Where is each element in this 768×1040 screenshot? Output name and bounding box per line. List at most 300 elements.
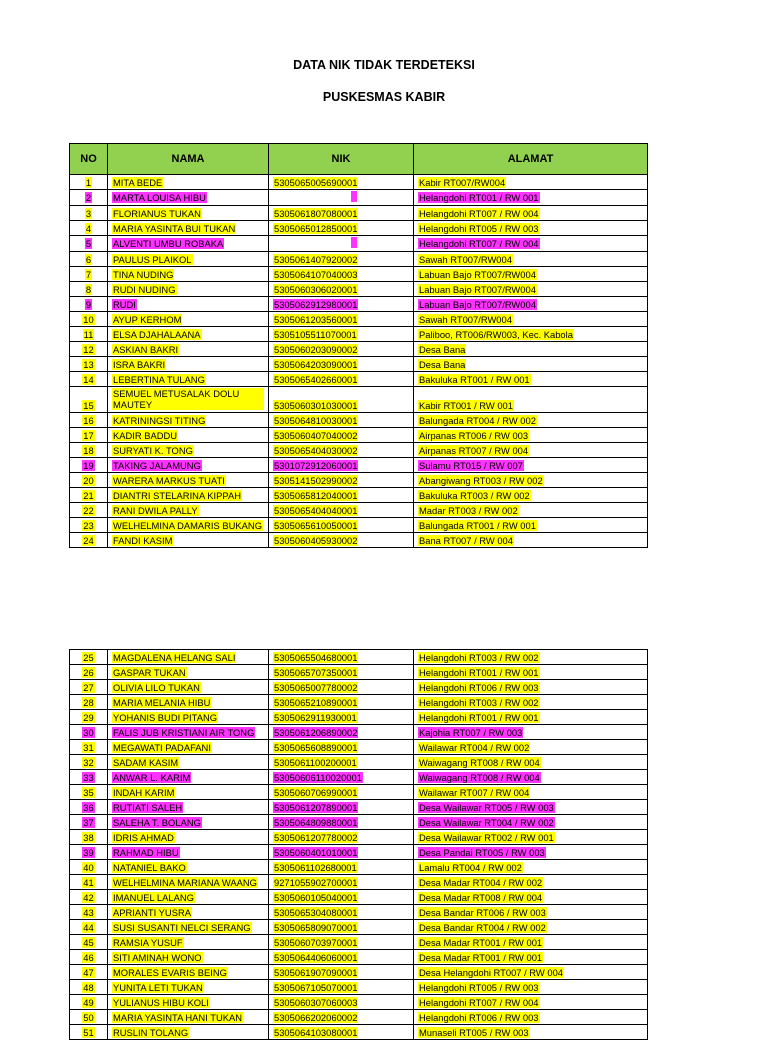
- cell-nama: [108, 995, 269, 1010]
- cell-nik: [269, 428, 414, 443]
- cell-nik-text: 5305061207890001: [274, 801, 358, 813]
- table-row: [70, 175, 648, 190]
- table-row: [70, 458, 648, 473]
- cell-alamat-text: Kabir RT001 / RW 001: [419, 400, 513, 411]
- cell-no-text: 16: [83, 414, 94, 426]
- cell-nik-text: 5305105511070001: [274, 328, 357, 340]
- cell-alamat-text: Helangdohi RT006 / RW 003: [419, 681, 539, 693]
- cell-alamat: [414, 327, 648, 342]
- cell-no: [70, 357, 108, 372]
- cell-alamat: [414, 785, 648, 800]
- table-row: [70, 443, 648, 458]
- cell-nama-text: NATANIEL BAKO: [113, 861, 186, 873]
- cell-alamat-text: Waiwagang RT008 / RW 004: [419, 771, 540, 783]
- cell-no-text: 49: [83, 996, 94, 1008]
- cell-no: [70, 695, 108, 710]
- cell-nik-text: 5305064810030001: [274, 414, 358, 426]
- cell-alamat-text: Desa Wailawar RT004 / RW 002: [419, 816, 554, 828]
- cell-nama: [108, 327, 269, 342]
- cell-nik-text: 5305065007780002: [274, 681, 358, 693]
- cell-no: [70, 770, 108, 785]
- cell-no: [70, 342, 108, 357]
- cell-nama: [108, 755, 269, 770]
- cell-nik: [269, 236, 414, 252]
- cell-alamat: [414, 905, 648, 920]
- cell-nik-text: 5305065210890001: [274, 696, 358, 708]
- cell-no-text: 40: [83, 861, 94, 873]
- table-header-row: [70, 144, 648, 175]
- cell-nik: [269, 725, 414, 740]
- cell-alamat: [414, 206, 648, 221]
- cell-no: [70, 443, 108, 458]
- table-row: [70, 710, 648, 725]
- cell-nama-text: SALEHA T. BOLANG: [113, 816, 201, 828]
- cell-nik: [269, 905, 414, 920]
- cell-alamat-text: Helangdohi RT007 / RW 004: [419, 238, 539, 249]
- cell-no-text: 27: [83, 681, 94, 693]
- cell-alamat-text: Bana RT007 / RW 004: [419, 534, 513, 546]
- cell-nik-text: 5305065812040001: [274, 489, 358, 501]
- cell-nik: [269, 785, 414, 800]
- cell-no-text: 41: [83, 876, 94, 888]
- cell-nama: [108, 473, 269, 488]
- cell-nik-text: 5305061206890002: [274, 726, 358, 738]
- cell-no: [70, 665, 108, 680]
- cell-nama-text: RUTIATI SALEH: [113, 801, 183, 813]
- cell-alamat: [414, 357, 648, 372]
- cell-no-text: 47: [83, 966, 94, 978]
- cell-nama-text: MORALES EVARIS BEING: [113, 966, 227, 978]
- cell-nama: [108, 695, 269, 710]
- cell-no-text: 30: [83, 726, 94, 738]
- cell-nama: [108, 488, 269, 503]
- table-row: [70, 875, 648, 890]
- cell-nama-text: RUDI: [113, 298, 136, 310]
- cell-nik-text: 5305064203090001: [274, 358, 358, 370]
- cell-nama: [108, 905, 269, 920]
- table-row: [70, 890, 648, 905]
- table-row: [70, 252, 648, 267]
- cell-nik: [269, 875, 414, 890]
- cell-alamat: [414, 372, 648, 387]
- cell-no-text: 20: [83, 474, 94, 486]
- cell-nama-text: ALVENTI UMBU ROBAKA: [113, 238, 224, 249]
- cell-alamat-text: Paliboo, RT006/RW003, Kec. Kabola: [419, 328, 573, 340]
- cell-alamat: [414, 755, 648, 770]
- cell-no: [70, 650, 108, 665]
- table-row: [70, 236, 648, 252]
- cell-alamat: [414, 458, 648, 473]
- cell-nama: [108, 980, 269, 995]
- cell-no: [70, 190, 108, 206]
- table-row: [70, 740, 648, 755]
- cell-alamat: [414, 387, 648, 413]
- cell-alamat: [414, 665, 648, 680]
- cell-no-text: 3: [85, 207, 92, 219]
- cell-no-text: 6: [85, 253, 92, 265]
- table-row: [70, 473, 648, 488]
- cell-nik: [269, 473, 414, 488]
- cell-nama-text: APRIANTI YUSRA: [113, 906, 191, 918]
- table-1-body: [70, 175, 648, 548]
- cell-no-text: 5: [85, 238, 92, 249]
- cell-alamat: [414, 236, 648, 252]
- cell-alamat-text: Helangdohi RT005 / RW 003: [419, 222, 539, 234]
- table-row: [70, 1010, 648, 1025]
- cell-nik-text: 5305065610050001: [274, 519, 358, 531]
- cell-nama-text: MARIA YASINTA BUI TUKAN: [113, 222, 236, 234]
- cell-nik: [269, 995, 414, 1010]
- cell-nik: [269, 312, 414, 327]
- cell-nik: [269, 372, 414, 387]
- cell-nik-text: 5301072912060001: [274, 459, 358, 471]
- cell-nik-text: 5305060105040001: [274, 891, 358, 903]
- cell-nik: [269, 800, 414, 815]
- document-subtitle: PUSKESMAS KABIR: [322, 90, 446, 104]
- cell-no-text: 2: [85, 192, 92, 203]
- cell-no-text: 15: [83, 400, 94, 411]
- cell-alamat: [414, 710, 648, 725]
- cell-nik: [269, 342, 414, 357]
- cell-alamat-text: Labuan Bajo RT007/RW004: [419, 268, 536, 280]
- cell-alamat: [414, 695, 648, 710]
- cell-alamat-text: Balungada RT001 / RW 001: [419, 519, 536, 531]
- table-row: [70, 695, 648, 710]
- cell-nik: [269, 488, 414, 503]
- cell-no: [70, 935, 108, 950]
- cell-alamat: [414, 890, 648, 905]
- table-row: [70, 503, 648, 518]
- cell-nama-text: IDRIS AHMAD: [113, 831, 174, 843]
- cell-alamat: [414, 503, 648, 518]
- cell-alamat-text: Helangdohi RT003 / RW 002: [419, 651, 539, 663]
- cell-nama-text: KADIR BADDU: [113, 429, 178, 441]
- cell-nik-text: 5305064107040003: [274, 268, 358, 280]
- header-nama: NAMA: [108, 144, 269, 175]
- cell-nama: [108, 413, 269, 428]
- cell-alamat: [414, 815, 648, 830]
- cell-nik-text: 5305064809880001: [274, 816, 358, 828]
- cell-no-text: 12: [83, 343, 94, 355]
- cell-nama: [108, 267, 269, 282]
- cell-nik-text: 5305061102680001: [274, 861, 357, 873]
- cell-alamat: [414, 342, 648, 357]
- cell-nama: [108, 190, 269, 206]
- cell-alamat: [414, 920, 648, 935]
- cell-no: [70, 175, 108, 190]
- cell-alamat: [414, 518, 648, 533]
- cell-alamat: [414, 770, 648, 785]
- table-row: [70, 297, 648, 312]
- table-row: [70, 980, 648, 995]
- cell-no-text: 39: [83, 846, 94, 858]
- cell-nama: [108, 650, 269, 665]
- cell-nama: [108, 175, 269, 190]
- cell-alamat-text: Desa Wailawar RT002 / RW 001: [419, 831, 554, 843]
- cell-nik: [269, 206, 414, 221]
- cell-nama: [108, 428, 269, 443]
- cell-nik: [269, 282, 414, 297]
- table-row: [70, 206, 648, 221]
- cell-nama-text: TINA NUDING: [113, 268, 174, 280]
- cell-nik: [269, 267, 414, 282]
- table-row: [70, 282, 648, 297]
- cell-no: [70, 372, 108, 387]
- table-row: [70, 342, 648, 357]
- cell-nik-text: 5305060405930002: [274, 534, 358, 546]
- cell-no: [70, 800, 108, 815]
- cell-no-text: 8: [85, 283, 92, 295]
- cell-alamat-text: Labuan Bajo RT007/RW004: [419, 283, 536, 295]
- cell-alamat: [414, 725, 648, 740]
- cell-nama: [108, 458, 269, 473]
- cell-nik: [269, 413, 414, 428]
- cell-alamat-text: Labuan Bajo RT007/RW004: [419, 298, 536, 310]
- cell-no-text: 33: [83, 771, 94, 783]
- cell-no: [70, 488, 108, 503]
- cell-alamat: [414, 473, 648, 488]
- cell-nama: [108, 965, 269, 980]
- cell-nik-text: 5305066202060002: [274, 1011, 358, 1023]
- cell-alamat-text: Desa Bandar RT004 / RW 002: [419, 921, 546, 933]
- cell-nama-text: MARIA MELANIA HIBU: [113, 696, 211, 708]
- cell-no: [70, 710, 108, 725]
- cell-nik: [269, 815, 414, 830]
- cell-alamat: [414, 680, 648, 695]
- cell-alamat-text: Munaseli RT005 / RW 003: [419, 1026, 529, 1038]
- cell-no-text: 37: [83, 816, 94, 828]
- cell-no: [70, 845, 108, 860]
- cell-nama-text: RAMSIA YUSUF: [113, 936, 183, 948]
- cell-nama: [108, 297, 269, 312]
- cell-alamat-text: Desa Bana: [419, 358, 466, 370]
- cell-nik: [269, 680, 414, 695]
- cell-no-text: 22: [83, 504, 94, 516]
- cell-alamat-text: Sawah RT007/RW004: [419, 313, 512, 325]
- cell-nama: [108, 387, 269, 413]
- cell-nik-text: 5305065005690001: [274, 176, 358, 188]
- cell-nama: [108, 443, 269, 458]
- cell-nama: [108, 236, 269, 252]
- cell-no: [70, 282, 108, 297]
- table-row: [70, 267, 648, 282]
- table-row: [70, 965, 648, 980]
- cell-no-text: 7: [85, 268, 92, 280]
- cell-nik-text: 9271055902700001: [274, 876, 358, 888]
- table-row: [70, 312, 648, 327]
- cell-nik-text: 5305060301030001: [274, 400, 358, 411]
- cell-alamat: [414, 252, 648, 267]
- cell-alamat-text: Helangdohi RT001 / RW 001: [419, 711, 539, 723]
- cell-alamat-text: Lamalu RT004 / RW 002: [419, 861, 522, 873]
- cell-alamat-text: Abangiwang RT003 / RW 002: [419, 474, 543, 486]
- table-row: [70, 905, 648, 920]
- cell-nama: [108, 950, 269, 965]
- cell-no-text: 1: [85, 176, 92, 188]
- cell-nik: [269, 190, 414, 206]
- cell-nama-text: MITA BEDE: [113, 176, 163, 188]
- cell-no: [70, 503, 108, 518]
- data-table-2: [69, 649, 648, 1040]
- cell-nama-text: RANI DWILA PALLY: [113, 504, 198, 516]
- cell-alamat-text: Airpanas RT006 / RW 003: [419, 429, 529, 441]
- cell-nama-text: MARTA LOUISA HIBU: [113, 192, 206, 203]
- cell-no: [70, 387, 108, 413]
- cell-alamat-text: Helangdohi RT005 / RW 003: [419, 981, 539, 993]
- cell-alamat: [414, 443, 648, 458]
- cell-alamat: [414, 533, 648, 548]
- cell-no: [70, 725, 108, 740]
- cell-no-text: 38: [83, 831, 94, 843]
- table-row: [70, 755, 648, 770]
- cell-no: [70, 473, 108, 488]
- cell-nik: [269, 297, 414, 312]
- cell-nama-text: AYUP KERHOM: [113, 313, 182, 325]
- cell-no: [70, 1025, 108, 1040]
- table-row: [70, 221, 648, 236]
- cell-nik: [269, 327, 414, 342]
- cell-nama-text: SURYATI K. TONG: [113, 444, 193, 456]
- cell-nama: [108, 740, 269, 755]
- cell-alamat: [414, 950, 648, 965]
- cell-no-text: 45: [83, 936, 94, 948]
- cell-alamat-text: Kajohia RT007 / RW 003: [419, 726, 523, 738]
- cell-no-text: 11: [83, 328, 94, 340]
- header-no: NO: [70, 144, 108, 175]
- cell-nik: [269, 252, 414, 267]
- cell-alamat-text: Helangdohi RT001 / RW 001: [419, 192, 539, 203]
- table-row: [70, 785, 648, 800]
- cell-no: [70, 920, 108, 935]
- cell-no: [70, 206, 108, 221]
- cell-nik: [269, 221, 414, 236]
- table-row: [70, 1025, 648, 1040]
- cell-nik-text: 5305065608890001: [274, 741, 358, 753]
- cell-alamat: [414, 312, 648, 327]
- cell-nama-text: IMANUEL LALANG: [113, 891, 194, 903]
- cell-no-text: 23: [83, 519, 94, 531]
- cell-nama: [108, 815, 269, 830]
- cell-nama: [108, 206, 269, 221]
- cell-nama-text: PAULUS PLAIKOL: [113, 253, 192, 265]
- cell-nik-text: 5305065707350001: [274, 666, 358, 678]
- cell-nik: [269, 650, 414, 665]
- cell-nama-text: RUDI NUDING: [113, 283, 176, 295]
- cell-alamat-text: Madar RT003 / RW 002: [419, 504, 518, 516]
- cell-alamat: [414, 175, 648, 190]
- cell-nik-text: [351, 237, 357, 248]
- cell-nik: [269, 920, 414, 935]
- cell-no-text: 10: [83, 313, 94, 325]
- cell-no-text: 46: [83, 951, 94, 963]
- cell-nama: [108, 1025, 269, 1040]
- cell-nama: [108, 860, 269, 875]
- cell-nama-text: MAGDALENA HELANG SALI: [113, 651, 236, 663]
- cell-nik: [269, 357, 414, 372]
- cell-nik: [269, 1025, 414, 1040]
- cell-nama-text: SADAM KASIM: [113, 756, 179, 768]
- cell-no-text: 44: [83, 921, 94, 933]
- cell-no-text: 13: [83, 358, 94, 370]
- cell-no-text: 4: [85, 222, 92, 234]
- cell-no-text: 35: [83, 786, 94, 798]
- cell-nik: [269, 443, 414, 458]
- cell-no-text: 14: [83, 373, 94, 385]
- cell-no: [70, 980, 108, 995]
- cell-no: [70, 533, 108, 548]
- cell-nama-text: ISRA BAKRI: [113, 358, 166, 370]
- cell-alamat-text: Helangdohi RT007 / RW 004: [419, 996, 539, 1008]
- cell-nama-text: GASPAR TUKAN: [113, 666, 186, 678]
- cell-no: [70, 413, 108, 428]
- cell-nama-text: DIANTRI STELARINA KIPPAH: [113, 489, 241, 501]
- cell-nik-text: 5305060306020001: [274, 283, 358, 295]
- cell-no-text: 25: [83, 651, 94, 663]
- table-row: [70, 815, 648, 830]
- cell-nama-text: MEGAWATI PADAFANI: [113, 741, 211, 753]
- cell-alamat-text: Kabir RT007/RW004: [419, 176, 506, 188]
- cell-nama: [108, 800, 269, 815]
- cell-nik-text: 5305060203090002: [274, 343, 358, 355]
- cell-alamat: [414, 740, 648, 755]
- cell-alamat: [414, 965, 648, 980]
- cell-alamat: [414, 995, 648, 1010]
- cell-no: [70, 428, 108, 443]
- cell-no: [70, 755, 108, 770]
- cell-alamat: [414, 488, 648, 503]
- cell-nama-text: ASKIAN BAKRI: [113, 343, 179, 355]
- cell-nik: [269, 740, 414, 755]
- cell-alamat: [414, 221, 648, 236]
- cell-nama: [108, 830, 269, 845]
- cell-nama: [108, 890, 269, 905]
- table-row: [70, 413, 648, 428]
- cell-nama: [108, 680, 269, 695]
- cell-no: [70, 680, 108, 695]
- cell-no: [70, 1010, 108, 1025]
- cell-nik-text: 5305060401010001: [274, 846, 358, 858]
- cell-nama-text: ELSA DJAHALAANA: [113, 328, 201, 340]
- cell-nik: [269, 980, 414, 995]
- table-row: [70, 357, 648, 372]
- cell-nama-text: YUNITA LETI TUKAN: [113, 981, 203, 993]
- cell-nik-text: 5305061203560001: [274, 313, 358, 325]
- cell-nik: [269, 845, 414, 860]
- cell-alamat-text: Desa Madar RT001 / RW 001: [419, 951, 543, 963]
- cell-no-text: 19: [83, 459, 94, 471]
- cell-nik-text: 5305060703970001: [274, 936, 358, 948]
- cell-no-text: 43: [83, 906, 94, 918]
- cell-alamat-text: Bakuluka RT003 / RW 002: [419, 489, 530, 501]
- cell-nama: [108, 252, 269, 267]
- cell-alamat-text: Helangdohi RT007 / RW 004: [419, 207, 539, 219]
- data-table-1: [69, 143, 648, 548]
- cell-alamat: [414, 413, 648, 428]
- cell-alamat-text: Desa Madar RT004 / RW 002: [419, 876, 543, 888]
- cell-nama-text: FANDI KASIM: [113, 534, 173, 546]
- table-row: [70, 845, 648, 860]
- cell-alamat: [414, 297, 648, 312]
- cell-no: [70, 740, 108, 755]
- cell-nama-text: LEBERTINA TULANG: [113, 373, 205, 385]
- table-row: [70, 920, 648, 935]
- header-nik: NIK: [269, 144, 414, 175]
- cell-nama: [108, 785, 269, 800]
- cell-nik: [269, 387, 414, 413]
- cell-nama: [108, 518, 269, 533]
- cell-no-text: 50: [83, 1011, 94, 1023]
- cell-nik: [269, 770, 414, 785]
